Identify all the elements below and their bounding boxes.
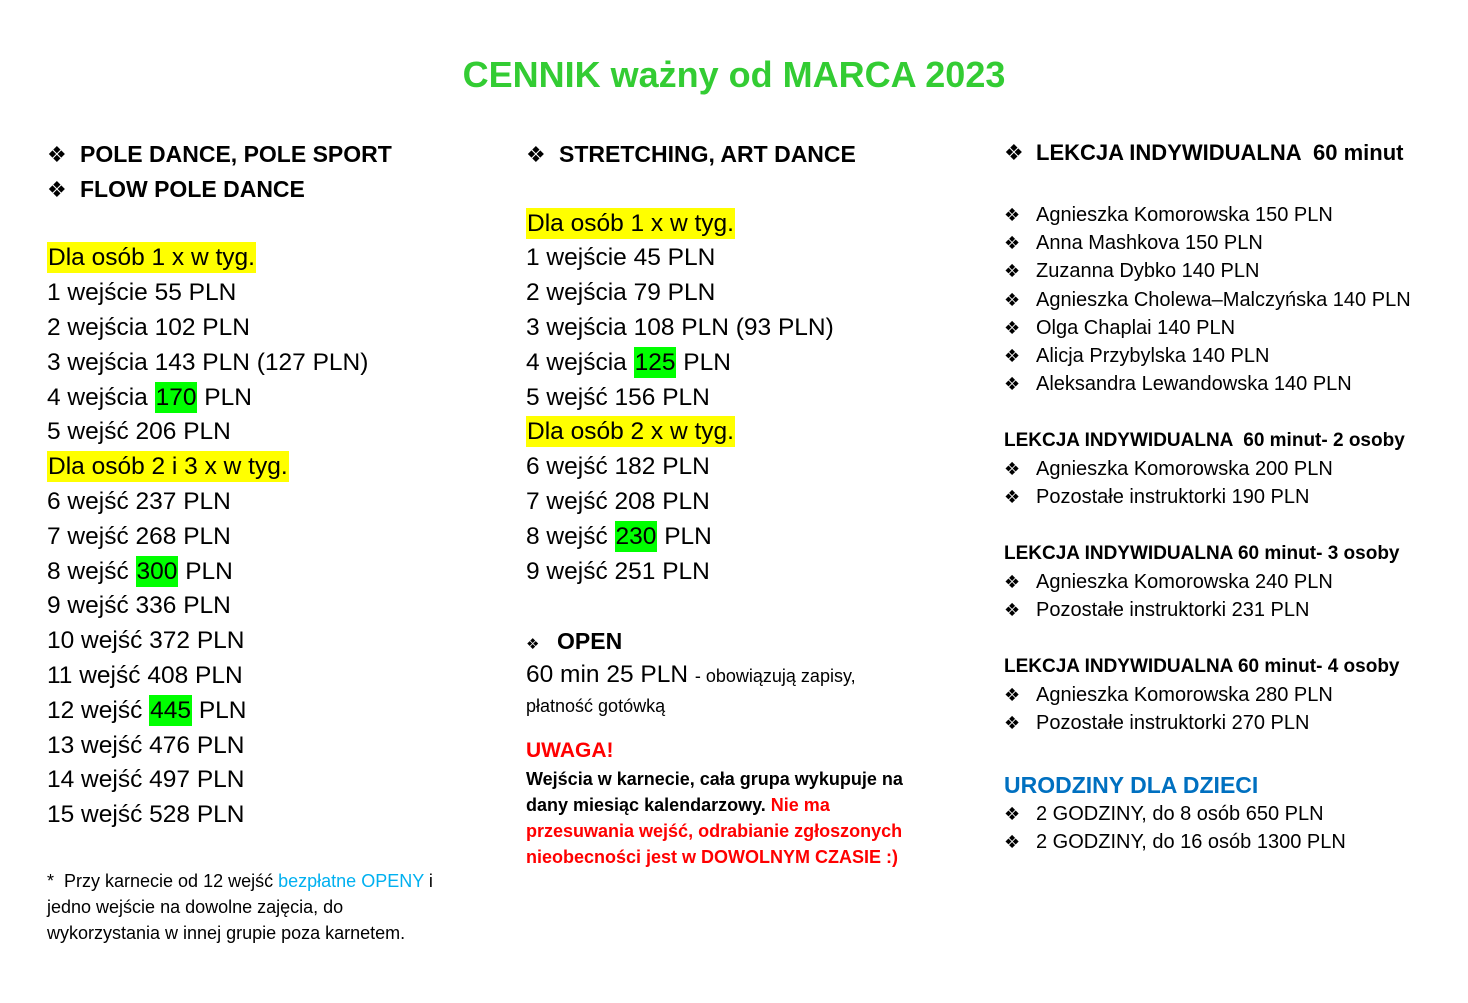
lesson-item — [1004, 596, 1400, 624]
lesson-item-text: Agnieszka Komorowska 240 PLN — [1036, 571, 1333, 594]
price-row — [47, 798, 392, 833]
birthday-item — [1004, 800, 1346, 828]
lesson-item — [1004, 229, 1411, 257]
price-unit: PLN — [662, 453, 710, 481]
diamond-bullet-icon — [526, 139, 559, 174]
entries-label: 4 wejścia — [47, 383, 148, 411]
footnote-accent: bezpłatne OPENY — [278, 871, 424, 891]
notice-title: UWAGA! — [526, 739, 614, 762]
price-unit: PLN — [198, 696, 247, 724]
entries-label: 3 wejścia — [526, 313, 627, 341]
price-value: 170 — [155, 383, 197, 411]
price-value: 528 — [149, 801, 191, 829]
price-unit: PLN — [196, 766, 245, 794]
price-unit: PLN — [202, 313, 250, 341]
price-value: 372 — [149, 627, 191, 655]
price-row — [47, 346, 392, 381]
lesson-item — [1004, 314, 1411, 342]
lesson-item-text: Pozostałe instruktorki 190 PLN — [1036, 486, 1310, 509]
section-heading-label: POLE DANCE, POLE SPORT — [80, 141, 392, 167]
price-unit: PLN — [196, 731, 245, 759]
lesson-item-text: Agnieszka Komorowska 280 PLN — [1036, 684, 1333, 707]
diamond-bullet-icon — [1004, 682, 1036, 710]
footnote-text: * Przy karnecie od 12 wejść — [47, 871, 274, 891]
lesson-heading-label: LEKCJA INDYWIDUALNA 60 minut- 3 osoby — [1004, 543, 1400, 564]
open-price-row — [526, 658, 856, 693]
lesson-item-text: Zuzanna Dybko 140 PLN — [1036, 260, 1260, 283]
price-value: 206 — [135, 418, 177, 446]
price-value: 408 — [147, 661, 189, 689]
lesson-item-text: Pozostałe instruktorki 270 PLN — [1036, 712, 1310, 735]
price-row — [526, 276, 856, 311]
price-unit: PLN — [667, 244, 716, 272]
diamond-bullet-icon — [1004, 343, 1036, 371]
price-row — [526, 346, 856, 381]
diamond-bullet-icon — [1004, 202, 1036, 230]
lesson-section — [1004, 136, 1404, 170]
section-heading — [47, 172, 392, 207]
price-value: 125 — [634, 348, 676, 376]
open-note: - obowiązują zapisy, — [694, 666, 856, 687]
lesson-item — [1004, 568, 1400, 596]
diamond-bullet-icon — [1004, 137, 1036, 171]
lesson-item — [1004, 455, 1405, 483]
lesson-item-text: Olga Chaplai 140 PLN — [1036, 316, 1236, 339]
price-row — [526, 311, 856, 346]
price-row — [47, 729, 392, 764]
entries-label: 6 wejść — [47, 487, 129, 515]
diamond-bullet-icon — [47, 174, 80, 209]
lesson-heading — [1004, 540, 1400, 568]
entries-label: 9 wejść — [526, 557, 608, 585]
group-label: Dla osób 1 x w tyg. — [527, 209, 734, 237]
entries-label: 8 wejść — [526, 522, 608, 550]
price-row — [47, 555, 392, 590]
section-heading-label: STRETCHING, ART DANCE — [559, 141, 856, 167]
price-value: 445 — [150, 696, 192, 724]
entries-label: 2 wejścia — [47, 313, 148, 341]
entries-label: 3 wejścia — [47, 348, 148, 376]
diamond-bullet-icon — [1004, 569, 1036, 597]
price-unit: PLN — [196, 627, 245, 655]
entries-label: 15 wejść — [47, 801, 143, 829]
price-value: 45 — [633, 244, 661, 272]
price-row — [526, 520, 856, 555]
lesson-item — [1004, 483, 1405, 511]
group-label: Dla osób 2 x w tyg. — [527, 418, 734, 446]
price-row — [47, 694, 392, 729]
price-row — [526, 241, 856, 276]
page-title: CENNIK ważny od MARCA 2023 — [462, 54, 1006, 95]
lesson-item — [1004, 257, 1411, 285]
entries-label: 12 wejść — [47, 696, 143, 724]
price-unit: PLN — [662, 557, 710, 585]
birthday-heading: URODZINY DLA DZIECI — [1004, 772, 1259, 798]
entries-label: 5 wejść — [526, 383, 608, 411]
group-label-row — [526, 415, 856, 450]
price-value: 143 — [154, 348, 196, 376]
entries-label: 9 wejść — [47, 592, 129, 620]
birthday-section — [1004, 770, 1346, 856]
footnote-text: i — [428, 871, 433, 891]
group-label-row — [47, 450, 392, 485]
diamond-bullet-icon — [1004, 829, 1036, 857]
price-value: 300 — [136, 557, 178, 585]
price-value: 497 — [149, 766, 191, 794]
entries-label: 4 wejścia — [526, 348, 627, 376]
lesson-section — [1004, 653, 1400, 738]
price-value: 268 — [135, 522, 177, 550]
price-row — [47, 624, 392, 659]
spacer — [526, 172, 856, 207]
price-unit: PLN — [183, 487, 231, 515]
price-row — [47, 659, 392, 694]
lesson-item-text: Agnieszka Cholewa–Malczyńska 140 PLN — [1036, 288, 1411, 311]
lesson-heading — [1004, 653, 1400, 681]
open-section — [526, 624, 856, 720]
spacer — [47, 207, 392, 242]
price-unit: PLN — [667, 279, 716, 307]
notice-text-red: przesuwania wejść, odrabianie zgłoszonych — [526, 821, 903, 841]
price-unit: PLN — [664, 522, 712, 550]
price-value: 156 — [614, 383, 656, 411]
entries-label: 8 wejść — [47, 557, 129, 585]
price-unit: PLN — [183, 522, 231, 550]
column-stretching — [526, 137, 856, 589]
lesson-heading-label: LEKCJA INDYWIDUALNA 60 minut- 2 osoby — [1004, 430, 1405, 451]
entries-label: 11 wejść — [47, 661, 141, 689]
section-heading-label: FLOW POLE DANCE — [80, 175, 305, 202]
entries-label: 1 wejście — [526, 244, 627, 272]
lesson-item — [1004, 201, 1411, 229]
price-value: 476 — [149, 731, 191, 759]
group-label: Dla osób 1 x w tyg. — [48, 244, 255, 272]
price-unit: PLN (127 PLN) — [202, 348, 369, 376]
lesson-heading — [1004, 136, 1404, 170]
diamond-bullet-icon — [1004, 230, 1036, 258]
price-value: 230 — [615, 522, 657, 550]
birthday-item-text: 2 GODZINY, do 16 osób 1300 PLN — [1036, 831, 1346, 854]
lesson-heading-label: LEKCJA INDYWIDUALNA 60 minut — [1036, 140, 1404, 165]
lesson-item — [1004, 286, 1411, 314]
price-value: 251 — [614, 557, 656, 585]
diamond-bullet-icon — [1004, 315, 1036, 343]
price-row — [47, 520, 392, 555]
price-row — [47, 485, 392, 520]
lesson-item — [1004, 370, 1411, 398]
diamond-bullet-icon — [1004, 484, 1036, 512]
lesson-heading — [1004, 427, 1405, 455]
notice-text-red: Nie ma — [770, 795, 830, 815]
diamond-bullet-icon — [526, 627, 557, 662]
entries-label: 14 wejść — [47, 766, 143, 794]
entries-label: 10 wejść — [47, 627, 143, 655]
entries-label: 6 wejść — [526, 453, 608, 481]
entries-label: 5 wejść — [47, 418, 129, 446]
lesson-item — [1004, 709, 1400, 737]
birthday-item-text: 2 GODZINY, do 8 osób 650 PLN — [1036, 803, 1324, 825]
price-row — [47, 763, 392, 798]
price-unit: PLN — [196, 801, 245, 829]
footnote-line: jedno wejście na dowolne zajęcia, do — [47, 897, 344, 917]
price-row — [526, 555, 856, 590]
price-unit: PLN — [683, 348, 731, 376]
lesson-item — [1004, 681, 1400, 709]
lesson-item — [1004, 342, 1411, 370]
lesson-list — [1004, 201, 1411, 398]
notice-text: Wejścia w karnecie, cała grupa wykupuje na — [526, 769, 903, 789]
price-unit: PLN — [662, 383, 710, 411]
diamond-bullet-icon — [1004, 258, 1036, 286]
price-value: 336 — [135, 592, 177, 620]
entries-label: 2 wejścia — [526, 279, 627, 307]
price-value: 102 — [154, 313, 196, 341]
lesson-item-text: Agnieszka Komorowska 200 PLN — [1036, 458, 1333, 481]
price-unit: PLN — [183, 592, 231, 620]
open-heading — [526, 624, 856, 659]
open-heading-label: OPEN — [557, 627, 623, 654]
lesson-item-text: Aleksandra Lewandowska 140 PLN — [1036, 373, 1352, 396]
price-unit: PLN — [183, 418, 231, 446]
group-label-row — [526, 207, 856, 242]
price-row — [47, 311, 392, 346]
birthday-item — [1004, 828, 1346, 856]
entries-label: 7 wejść — [47, 522, 129, 550]
price-unit: PLN — [204, 383, 252, 411]
price-value: 55 — [154, 279, 182, 307]
price-row — [47, 276, 392, 311]
diamond-bullet-icon — [1004, 597, 1036, 625]
price-row — [526, 381, 856, 416]
lesson-item-text: Pozostałe instruktorki 231 PLN — [1036, 599, 1310, 622]
price-unit: PLN — [188, 279, 237, 307]
lesson-item-text: Anna Mashkova 150 PLN — [1036, 232, 1263, 255]
group-label: Dla osób 2 i 3 x w tyg. — [48, 453, 288, 481]
entries-label: 1 wejście — [47, 279, 148, 307]
group-label-row — [47, 241, 392, 276]
section-heading — [526, 137, 856, 172]
price-unit: PLN — [662, 487, 710, 515]
price-value: 208 — [614, 487, 656, 515]
lesson-item-text: Agnieszka Komorowska 150 PLN — [1036, 204, 1333, 226]
footnote-line — [47, 868, 433, 894]
diamond-bullet-icon — [1004, 287, 1036, 315]
price-unit: PLN — [195, 661, 243, 689]
notice-line — [526, 792, 903, 818]
diamond-bullet-icon — [1004, 456, 1036, 484]
price-value: 108 — [633, 313, 675, 341]
notice-text: dany miesiąc kalendarzowy. — [526, 795, 766, 815]
notice — [526, 736, 903, 870]
price-value: 182 — [614, 453, 656, 481]
lesson-section — [1004, 427, 1405, 512]
notice-text-red: nieobecności jest w DOWOLNYM CZASIE :) — [526, 847, 899, 867]
price-value: 237 — [135, 487, 177, 515]
entries-label: 7 wejść — [526, 487, 608, 515]
diamond-bullet-icon — [47, 139, 80, 174]
lesson-item-text: Alicja Przybylska 140 PLN — [1036, 344, 1270, 367]
diamond-bullet-icon — [1004, 371, 1036, 399]
lesson-heading-label: LEKCJA INDYWIDUALNA 60 minut- 4 osoby — [1004, 656, 1400, 677]
price-row — [47, 415, 392, 450]
lesson-section — [1004, 540, 1400, 625]
price-row — [526, 485, 856, 520]
price-row — [526, 450, 856, 485]
footnote-line: wykorzystania w innej grupie poza karnetem. — [47, 923, 406, 943]
price-unit: PLN (93 PLN) — [681, 313, 834, 341]
diamond-bullet-icon — [1004, 710, 1036, 738]
column-pole-dance — [47, 137, 392, 833]
price-row — [47, 381, 392, 416]
footnote — [47, 868, 433, 946]
section-heading — [47, 137, 392, 172]
price-unit: PLN — [185, 557, 233, 585]
price-value: 79 — [633, 279, 661, 307]
entries-label: 13 wejść — [47, 731, 143, 759]
open-note-continued: płatność gotówką — [526, 696, 666, 717]
diamond-bullet-icon — [1004, 801, 1036, 829]
price-row — [47, 589, 392, 624]
open-price: 60 min 25 PLN — [526, 661, 689, 689]
